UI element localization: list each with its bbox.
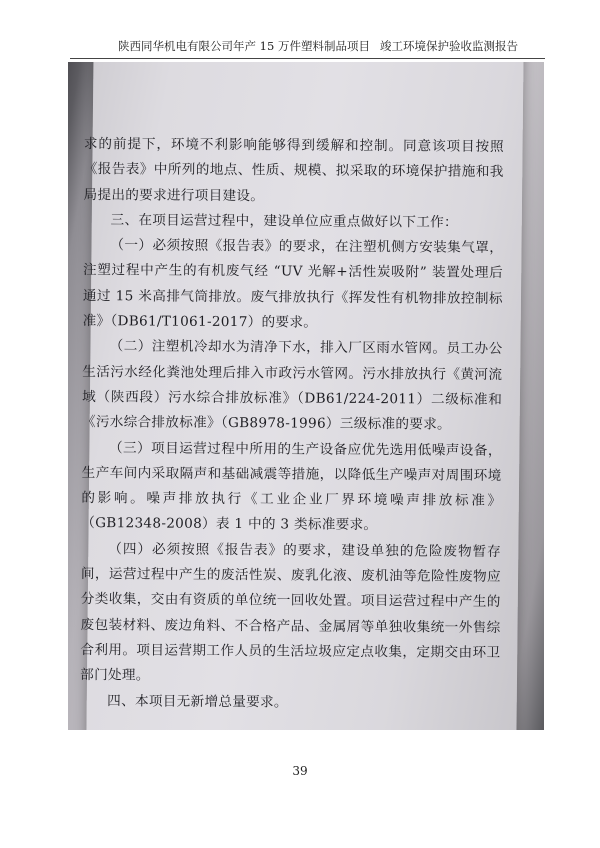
paragraph-item-three: （三）项目运营过程中所用的生产设备应优先选用低噪声设备，生产车间内采取隔声和基础减震等措施，以降低生产噪声对周围环境的影响。噪声排放执行《工业企业厂界环境噪声排放标准》（GB12348-2008）表 1 中的 3 类标准要求。 <box>81 439 502 534</box>
header-divider <box>70 58 545 59</box>
header-report-title: 竣工环境保护验收监测报告 <box>380 39 518 53</box>
paragraph-section-three: 三、在项目运营过程中，建设单位应重点做好以下工作： <box>110 212 458 231</box>
paragraph-item-four: （四）必须按照《报告表》的要求，建设单独的危险废物暂存间，运营过程中产生的废活性炭、废乳化液、废机油等危险性废物应分类收集，交由有资质的单位统一回收处置。项目运营过程中产生的废包装材料、废边角料、不合格产品、金属屑等单独收集统一外售综合利用。项目运营期工作人员的生活垃圾应定点收集，定期交由环卫部门处理。 <box>80 540 502 684</box>
paragraph-section-four: 四、本项目无新增总量要求。 <box>107 692 288 710</box>
paragraph-item-two: （二）注塑机冷却水为清净下水，排入厂区雨水管网。员工办公生活污水经化粪池处理后排入市政污水管网。污水排放执行《黄河流域（陕西段）污水综合排放标准》（DB61/224-2011）二级标准和《污水综合排放标准》（GB8978-1996）三级标准的要求。 <box>81 338 503 433</box>
photo-document-text <box>80 132 504 717</box>
header-project-title: 陕西同华机电有限公司年产 15 万件塑料制品项目 <box>118 39 370 53</box>
paragraph-continuation: 求的前提下，环境不利影响能够得到缓解和控制。同意该项目按照《报告表》中所列的地点、性质、规模、拟采取的环境保护措施和我局提出的要求进行项目建设。 <box>83 135 504 204</box>
page-number: 39 <box>292 764 308 778</box>
paragraph-item-one: （一）必须按照《报告表》的要求，在注塑机侧方安装集气罩，注塑过程中产生的有机废气经 “UV 光解+活性炭吸附” 装置处理后通过 15 米高排气筒排放。废气排放执行《挥发性有机物排放控制标准》（DB61/T1061-2017）的要求。 <box>82 237 504 331</box>
